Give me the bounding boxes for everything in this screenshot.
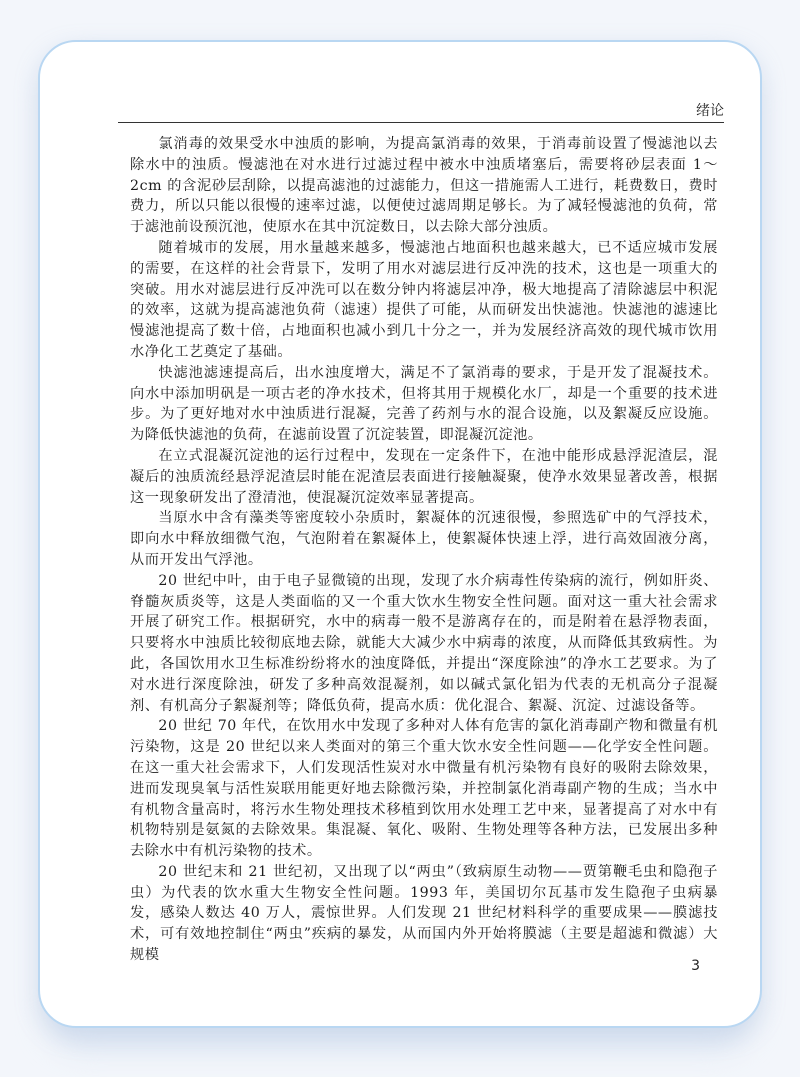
paragraph: 快滤池滤速提高后，出水浊度增大，满足不了氯消毒的要求，于是开发了混凝技术。向水中添加明矾是一项古老的净水技术，但将其用于规模化水厂，却是一个重要的技术进步。为了更好地对水中浊质进行混凝，完善了药剂与水的混合设施，以及絮凝反应设施。为降低快滤池的负荷，在滤前设置了沉淀装置，即混凝沉淀池。 [130, 364, 718, 444]
book-page [38, 40, 762, 1028]
paragraph: 随着城市的发展，用水量越来越多，慢滤池占地面积也越来越大，已不适应城市发展的需要，在这样的社会背景下，发明了用水对滤层进行反冲洗的技术，这也是一项重大的突破。用水对滤层进行反冲洗可以在数分钟内将滤层冲净，极大地提高了清除滤层中积泥的效率，这就为提高滤池负荷（滤速）提供了可能，从而研发出快滤池。快滤池的滤速比慢滤池提高了数十倍，占地面积也减小到几十分之一，并为发展经济高效的现代城市饮用水净化工艺奠定了基础。 [130, 239, 718, 360]
paragraph: 20 世纪中叶，由于电子显微镜的出现，发现了水介病毒性传染病的流行，例如肝炎、脊髓灰质炎等，这是人类面临的又一个重大饮水生物安全性问题。面对这一重大社会需求开展了研究工作。根据研究，水中的病毒一般不是游离存在的，而是附着在悬浮物表面，只要将水中浊质比较彻底地去除，就能大大减少水中病毒的浓度，从而降低其致病性。为此，各国饮用水卫生标准纷纷将水的浊度降低，并提出“深度除浊”的净水工艺要求。为了对水进行深度除浊，研发了多种高效混凝剂，如以碱式氯化铝为代表的无机高分子混凝剂、有机高分子絮凝剂等；降低负荷，提高水质：优化混合、絮凝、沉淀、过滤设备等。 [130, 572, 718, 714]
running-head: 绪论 [696, 103, 724, 119]
paragraph: 20 世纪末和 21 世纪初，又出现了以“两虫”（致病原生动物——贾第鞭毛虫和隐孢子虫）为代表的饮水重大生物安全性问题。1993 年，美国切尔瓦基市发生隐孢子虫病暴发，感染人数达 40 万人，震惊世界。人们发现 21 世纪材料科学的重要成果——膜滤技术，可有效地控制住“两虫”疾病的暴发，从而国内外开始将膜滤（主要是超滤和微滤）大规模 [130, 863, 718, 964]
page-number: 3 [691, 958, 700, 974]
paragraph: 氯消毒的效果受水中浊质的影响，为提高氯消毒的效果，于消毒前设置了慢滤池以去除水中的浊质。慢滤池在对水进行过滤过程中被水中浊质堵塞后，需要将砂层表面 1～2cm 的含泥砂层刮除，以提高滤池的过滤能力，但这一措施需人工进行，耗费数日，费时费力，所以只能以很慢的速率过滤，以便使过滤周期足够长。为了减轻慢滤池的负荷，常于滤池前设预沉池，使原水在其中沉淀数日，以去除大部分浊质。 [130, 136, 718, 236]
body-text [130, 134, 718, 966]
paragraph: 当原水中含有藻类等密度较小杂质时，絮凝体的沉速很慢，参照选矿中的气浮技术，即向水中释放细微气泡，气泡附着在絮凝体上，使絮凝体快速上浮，进行高效固液分离，从而开发出气浮池。 [130, 510, 718, 568]
header-rule [118, 122, 724, 123]
paragraph: 在立式混凝沉淀池的运行过程中，发现在一定条件下，在池中能形成悬浮泥渣层，混凝后的浊质流经悬浮泥渣层时能在泥渣层表面进行接触凝聚，使净水效果显著改善，根据这一现象研发出了澄清池，使混凝沉淀效率显著提高。 [130, 447, 718, 506]
paragraph: 20 世纪 70 年代，在饮用水中发现了多种对人体有危害的氯化消毒副产物和微量有机污染物，这是 20 世纪以来人类面对的第三个重大饮水安全性问题——化学安全性问题。在这一重大社会需求下，人们发现活性炭对水中微量有机污染物有良好的吸附去除效果，进而发现臭氧与活性炭联用能更好地去除微污染，并控制氯化消毒副产物的生成；当水中有机物含量高时，将污水生物处理技术移植到饮用水处理工艺中来，显著提高了对水中有机物特别是氨氮的去除效果。集混凝、氧化、吸附、生物处理等各种方法，已发展出多种去除水中有机污染物的技术。 [130, 718, 718, 860]
